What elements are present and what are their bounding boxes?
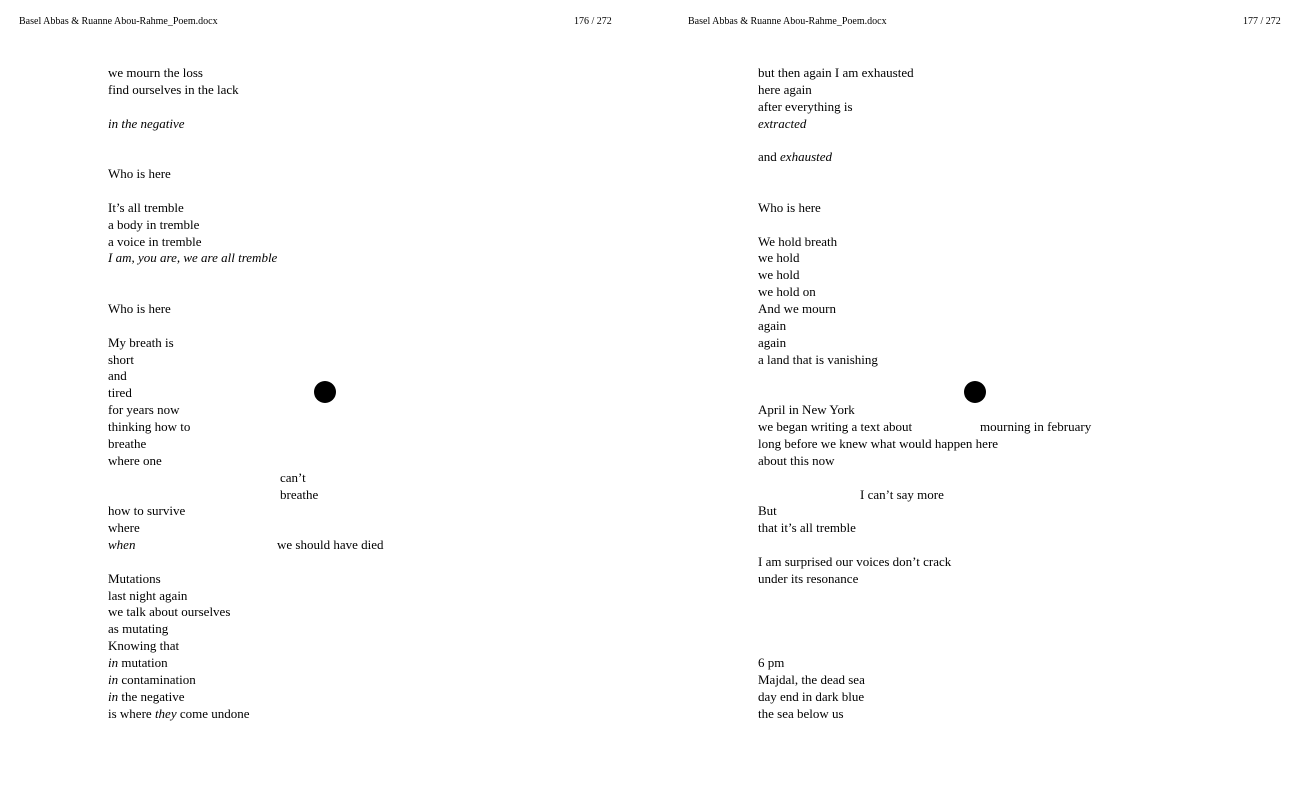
poem-line: for years now <box>108 402 180 417</box>
poem-line: under its resonance <box>758 571 859 586</box>
poem-line: It’s all tremble <box>108 200 184 215</box>
poem-line: breathe <box>108 436 147 451</box>
poem-line: that it’s all tremble <box>758 520 856 535</box>
poem-line: the sea below us <box>758 706 844 721</box>
poem-line: Majdal, the dead sea <box>758 672 865 687</box>
poem-line: a voice in tremble <box>108 234 202 249</box>
left-header-page-number: 176 / 272 <box>574 16 612 27</box>
poem-line: a body in tremble <box>108 217 200 232</box>
poem-line: My breath is <box>108 335 174 350</box>
poem-line: about this now <box>758 453 835 468</box>
poem-line: mourning in february <box>980 419 1092 434</box>
poem-line: we began writing a text about <box>758 419 913 434</box>
poem-line: find ourselves in the lack <box>108 82 239 97</box>
dot-marker-icon <box>964 381 986 403</box>
poem-line: short <box>108 352 134 367</box>
poem-line: how to survive <box>108 503 186 518</box>
poem-line: but then again I am exhausted <box>758 65 914 80</box>
poem-line: April in New York <box>758 402 855 417</box>
poem-line: thinking how to <box>108 419 191 434</box>
poem-line: in mutation <box>108 655 168 670</box>
poem-line: I am surprised our voices don’t crack <box>758 554 952 569</box>
poem-line: we should have died <box>277 537 384 552</box>
poem-line: when <box>108 537 136 552</box>
poem-line: and <box>108 368 127 383</box>
poem-line: last night again <box>108 588 188 603</box>
right-header-filename: Basel Abbas & Ruanne Abou-Rahme_Poem.docx <box>688 16 887 27</box>
poem-line: and exhausted <box>758 149 833 164</box>
poem-line: as mutating <box>108 621 169 636</box>
poem-line: 6 pm <box>758 655 785 670</box>
left-header-filename: Basel Abbas & Ruanne Abou-Rahme_Poem.docx <box>19 16 218 27</box>
poem-line: we talk about ourselves <box>108 604 231 619</box>
poem-line: extracted <box>758 116 807 131</box>
poem-line: in contamination <box>108 672 196 687</box>
poem-line: we hold on <box>758 284 816 299</box>
right-header-page-number: 177 / 272 <box>1243 16 1281 27</box>
poem-line: Mutations <box>108 571 161 586</box>
poem-line: where <box>108 520 140 535</box>
poem-line: I can’t say more <box>860 487 944 502</box>
poem-line: breathe <box>280 487 319 502</box>
poem-line: in the negative <box>108 116 185 131</box>
poem-line: tired <box>108 385 132 400</box>
dot-marker-icon <box>314 381 336 403</box>
poem-line: Knowing that <box>108 638 180 653</box>
poem-line: Who is here <box>108 301 171 316</box>
poem-line: Who is here <box>108 166 171 181</box>
poem-line: But <box>758 503 777 518</box>
poem-line: can’t <box>280 470 306 485</box>
poem-line: we hold <box>758 250 800 265</box>
poem-line: day end in dark blue <box>758 689 865 704</box>
poem-line: again <box>758 335 787 350</box>
poem-line: I am, you are, we are all tremble <box>108 250 278 265</box>
poem-line: here again <box>758 82 812 97</box>
poem-line: we mourn the loss <box>108 65 203 80</box>
poem-line: in the negative <box>108 689 185 704</box>
poem-line: where one <box>108 453 162 468</box>
poem-line: long before we knew what would happen here <box>758 436 999 451</box>
poem-line: Who is here <box>758 200 821 215</box>
poem-line: And we mourn <box>758 301 836 316</box>
poem-line: again <box>758 318 787 333</box>
poem-line: We hold breath <box>758 234 838 249</box>
poem-line: a land that is vanishing <box>758 352 878 367</box>
poem-line: is where they come undone <box>108 706 250 721</box>
poem-line: after everything is <box>758 99 853 114</box>
poem-line: we hold <box>758 267 800 282</box>
